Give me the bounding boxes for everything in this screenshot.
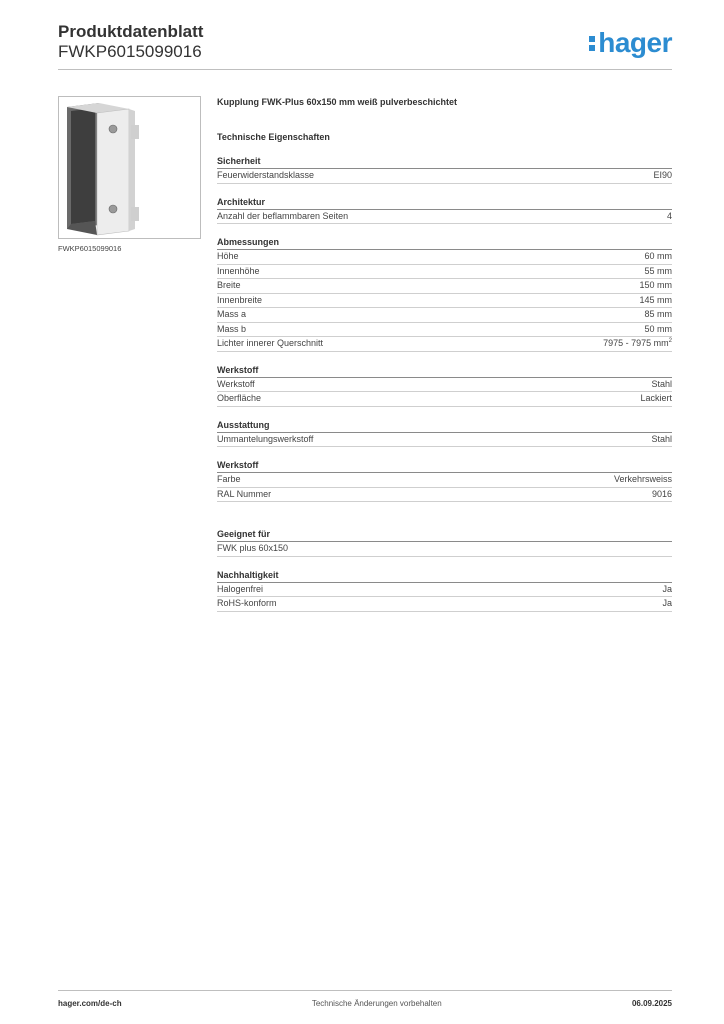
spec-value xyxy=(662,597,672,611)
spec-value-text: Ja xyxy=(662,583,672,594)
spec-row xyxy=(217,433,672,448)
spec-row xyxy=(217,488,672,503)
spec-groups xyxy=(217,155,672,612)
spec-value xyxy=(639,279,672,293)
spec-value-text: 145 mm xyxy=(639,294,672,305)
spec-value xyxy=(644,308,672,322)
spec-row xyxy=(217,378,672,393)
spec-value-text: Verkehrsweiss xyxy=(613,474,672,484)
spec-value xyxy=(614,473,672,487)
spec-row xyxy=(217,473,672,488)
spec-row xyxy=(217,542,672,557)
spec-label: Werkstoff xyxy=(217,378,255,389)
spec-group xyxy=(217,419,672,448)
product-image xyxy=(58,96,201,239)
spec-group-title: Geeignet für xyxy=(217,528,672,542)
spec-label: Anzahl der beflammbaren Seiten xyxy=(217,210,349,221)
spec-label: RoHS-konform xyxy=(217,598,277,608)
page-footer xyxy=(58,990,672,1008)
spec-label: Feuerwiderstandsklasse xyxy=(217,170,315,180)
spec-label: RAL Nummer xyxy=(217,488,272,499)
spec-group-title: Nachhaltigkeit xyxy=(217,569,672,583)
spec-value xyxy=(640,392,672,406)
spec-row xyxy=(217,250,672,265)
spec-label: Breite xyxy=(217,280,241,290)
spec-label: Mass b xyxy=(217,323,247,334)
spec-group xyxy=(217,196,672,225)
product-number: FWKP6015099016 xyxy=(58,42,202,61)
spec-row xyxy=(217,597,672,612)
spec-value xyxy=(651,433,672,447)
spec-value-text: 60 mm xyxy=(644,251,672,261)
spec-row xyxy=(217,583,672,598)
spec-group-title: Sicherheit xyxy=(217,155,672,169)
footer-notice: Technische Änderungen vorbehalten xyxy=(311,999,442,1008)
spec-group xyxy=(217,528,672,557)
spec-value-text: 85 mm xyxy=(644,309,672,319)
spec-group xyxy=(217,155,672,184)
spec-value-text: Lackiert xyxy=(640,393,672,403)
spec-value xyxy=(644,250,672,264)
spec-group-title: Abmessungen xyxy=(217,236,672,250)
spec-group xyxy=(217,236,672,352)
spec-value xyxy=(644,265,672,279)
spec-label: FWK plus 60x150 xyxy=(217,543,289,553)
spec-group-title: Architektur xyxy=(217,196,672,210)
spec-value xyxy=(603,337,672,351)
page-header xyxy=(58,22,672,70)
spec-label: Mass a xyxy=(217,309,247,319)
spec-value-text: EI90 xyxy=(653,170,672,180)
spec-row xyxy=(217,210,672,225)
unit-superscript: 2 xyxy=(668,338,672,344)
spec-value xyxy=(652,488,672,502)
spec-row xyxy=(217,308,672,323)
footer-date: 06.09.2025 xyxy=(631,999,672,1008)
spec-label: Innenbreite xyxy=(217,294,263,305)
spec-row xyxy=(217,169,672,184)
spec-row xyxy=(217,323,672,338)
spec-label: Ummantelungswerkstoff xyxy=(217,433,314,444)
spec-group-title: Werkstoff xyxy=(217,364,672,378)
section-heading: Technische Eigenschaften xyxy=(217,132,330,142)
spec-row xyxy=(217,294,672,309)
spec-label: Lichter innerer Querschnitt xyxy=(217,338,324,348)
spec-value-text: 9016 xyxy=(651,488,672,499)
spec-value-text: Stahl xyxy=(651,378,672,389)
spec-value-text: 7975 - 7975 mm xyxy=(603,338,669,348)
spec-label: Höhe xyxy=(217,251,239,261)
logo-text: hager xyxy=(598,27,672,58)
footer-website: hager.com/de-ch xyxy=(58,999,122,1008)
spec-value xyxy=(667,210,672,224)
spec-row xyxy=(217,265,672,280)
logo-dots-icon xyxy=(589,34,596,52)
spec-group-title: Werkstoff xyxy=(217,459,672,473)
image-caption: FWKP6015099016 xyxy=(58,244,122,253)
page-title: Produktdatenblatt xyxy=(58,22,204,41)
spec-value-text: Ja xyxy=(662,598,672,608)
spec-value-text: 50 mm xyxy=(644,323,672,334)
spec-value xyxy=(651,378,672,392)
spec-row xyxy=(217,337,672,352)
spec-value xyxy=(644,323,672,337)
spec-value-text: 150 mm xyxy=(639,280,672,290)
spec-row xyxy=(217,392,672,407)
spec-value xyxy=(662,583,672,597)
spec-group xyxy=(217,459,672,502)
spec-value xyxy=(653,169,672,183)
spec-content xyxy=(217,96,672,612)
spec-value xyxy=(639,294,672,308)
spec-value-text: Stahl xyxy=(651,433,672,444)
spec-value-text: 4 xyxy=(666,210,672,221)
spec-value-text: 55 mm xyxy=(644,265,672,276)
spec-label: Halogenfrei xyxy=(217,583,264,594)
spec-label: Innenhöhe xyxy=(217,265,260,276)
spec-row xyxy=(217,279,672,294)
spec-label: Oberfläche xyxy=(217,393,262,403)
spec-group xyxy=(217,569,672,612)
spec-label: Farbe xyxy=(217,474,241,484)
coupling-product-icon xyxy=(59,97,200,238)
hager-logo xyxy=(589,28,672,58)
product-name: Kupplung FWK-Plus 60x150 mm weiß pulverbeschichtet xyxy=(217,97,458,107)
spec-group-title: Ausstattung xyxy=(217,419,672,433)
spec-group xyxy=(217,364,672,407)
